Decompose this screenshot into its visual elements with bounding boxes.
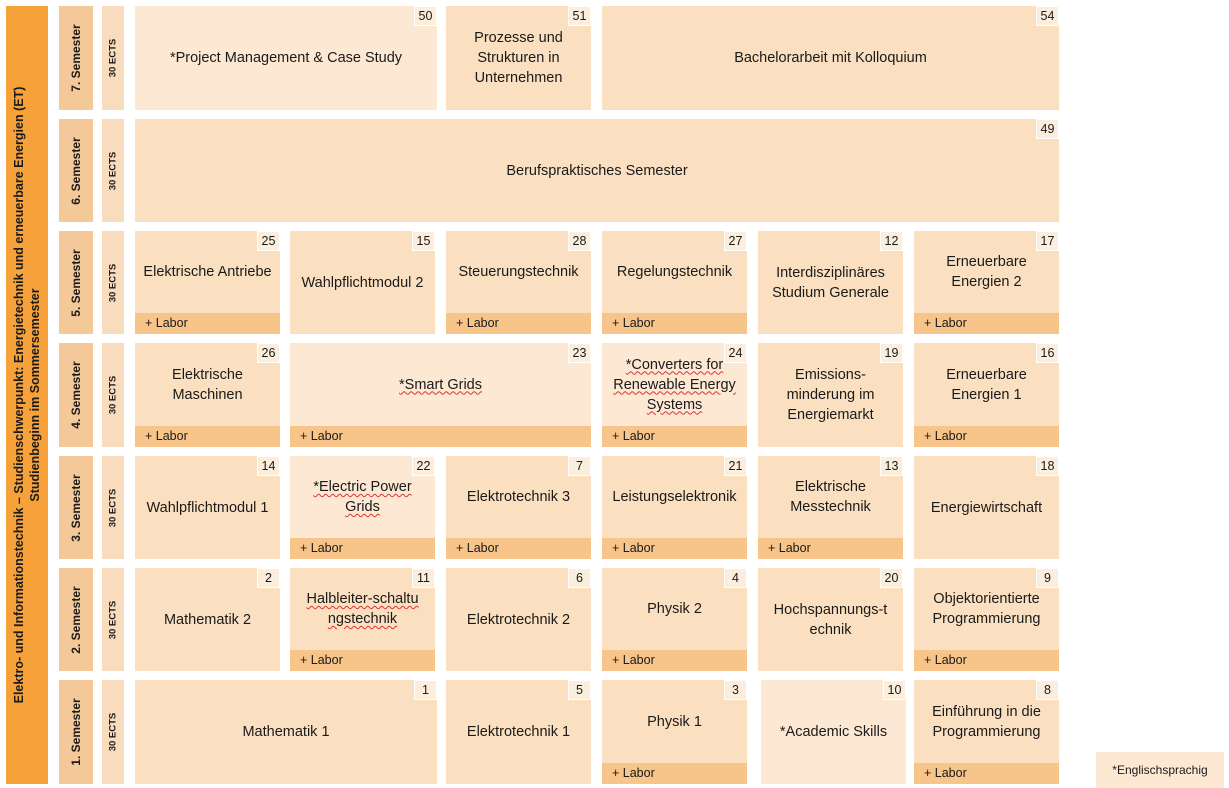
module-card[interactable]	[758, 231, 903, 334]
program-subtitle: Studienbeginn im Sommersemester	[28, 288, 42, 502]
module-title: Elektrotechnik 2	[466, 611, 571, 628]
module-title: Interdisziplinäres Studium Generale	[772, 264, 889, 301]
module-title: Berufspraktisches Semester	[506, 162, 688, 179]
module-number: 25	[257, 231, 280, 251]
module-number: 16	[1036, 343, 1059, 363]
module-number: 51	[568, 6, 591, 26]
labor-tag: + Labor	[290, 426, 591, 447]
module-card[interactable]	[914, 568, 1059, 671]
labor-tag: + Labor	[602, 538, 747, 559]
module-number: 12	[880, 231, 903, 251]
labor-tag: + Labor	[602, 763, 747, 784]
module-title: Elektrische Antriebe	[143, 264, 272, 280]
module-card[interactable]	[135, 231, 280, 334]
module-title: Steuerungstechnik	[458, 264, 579, 280]
module-number: 4	[724, 568, 747, 588]
module-card[interactable]	[758, 456, 903, 559]
semester-label-6: 6. Semester	[59, 119, 93, 222]
module-number: 54	[1036, 6, 1059, 26]
module-number: 26	[257, 343, 280, 363]
module-number: 20	[880, 568, 903, 588]
module-card[interactable]	[135, 343, 280, 447]
semester-label-1: 1. Semester	[59, 680, 93, 784]
labor-tag: + Labor	[290, 538, 435, 559]
labor-tag: + Labor	[914, 763, 1059, 784]
module-title: Elektrische Maschinen	[172, 366, 243, 403]
module-title: Wahlpflichtmodul 2	[301, 274, 424, 291]
module-title: Bachelorarbeit mit Kolloquium	[734, 50, 927, 66]
module-number: 10	[883, 680, 906, 700]
semester-label-4: 4. Semester	[59, 343, 93, 447]
module-number: 28	[568, 231, 591, 251]
module-card[interactable]	[446, 568, 591, 671]
module-title: Regelungstechnik	[616, 264, 733, 280]
module-title: Mathematik 1	[242, 724, 330, 740]
module-card[interactable]	[135, 119, 1059, 222]
program-title: Elektro- und Informationstechnik – Studienschwerpunkt: Energietechnik und erneuerbare Energien (ET)	[12, 86, 26, 704]
labor-tag: + Labor	[602, 313, 747, 334]
module-card[interactable]	[914, 231, 1059, 334]
module-title: Hochspannungs-technik	[773, 601, 888, 638]
labor-tag: + Labor	[758, 538, 903, 559]
ects-label: 30 ECTS	[102, 343, 124, 447]
module-title: Mathematik 2	[163, 611, 252, 628]
module-title: Emissions-minderung im Energiemarkt	[786, 367, 875, 423]
module-card[interactable]	[602, 568, 747, 671]
module-card[interactable]	[290, 343, 591, 447]
module-title: *Smart Grids	[399, 376, 482, 393]
module-number: 14	[257, 456, 280, 476]
module-card[interactable]	[290, 456, 435, 559]
ects-label: 30 ECTS	[102, 680, 124, 784]
semester-label-2: 2. Semester	[59, 568, 93, 671]
module-number: 22	[412, 456, 435, 476]
module-number: 13	[880, 456, 903, 476]
labor-tag: + Labor	[135, 426, 280, 447]
semester-label-5: 5. Semester	[59, 231, 93, 334]
module-card[interactable]	[602, 456, 747, 559]
module-title: Elektrotechnik 1	[466, 724, 571, 740]
ects-label: 30 ECTS	[102, 119, 124, 222]
module-number: 17	[1036, 231, 1059, 251]
module-card[interactable]	[761, 680, 906, 784]
module-title: Elektrische Messtechnik	[790, 479, 871, 515]
module-number: 11	[412, 568, 435, 588]
module-number: 2	[257, 568, 280, 588]
labor-tag: + Labor	[602, 650, 747, 671]
module-number: 21	[724, 456, 747, 476]
module-title: Physik 1	[647, 713, 702, 730]
labor-tag: + Labor	[914, 650, 1059, 671]
module-card[interactable]	[758, 343, 903, 447]
module-title: Halbleiter-schaltungstechnik	[306, 591, 419, 627]
module-card[interactable]	[914, 680, 1059, 784]
module-title: Prozesse und Strukturen in Unternehmen	[474, 30, 563, 86]
module-number: 6	[568, 568, 591, 588]
ects-label: 30 ECTS	[102, 231, 124, 334]
module-card[interactable]	[758, 568, 903, 671]
program-title-bar	[6, 6, 48, 784]
module-card[interactable]	[446, 231, 591, 334]
module-title: Elektrotechnik 3	[466, 489, 571, 505]
labor-tag: + Labor	[135, 313, 280, 334]
module-card[interactable]	[135, 568, 280, 671]
semester-label-7: 7. Semester	[59, 6, 93, 110]
module-title: Erneuerbare Energien 1	[946, 366, 1027, 403]
module-title: *Converters for Renewable Energy Systems	[613, 356, 736, 413]
module-card[interactable]	[602, 680, 747, 784]
module-title: *Academic Skills	[779, 724, 888, 740]
module-title: Wahlpflichtmodul 1	[146, 499, 269, 516]
module-card[interactable]	[135, 456, 280, 559]
module-card[interactable]	[602, 231, 747, 334]
labor-tag: + Labor	[446, 313, 591, 334]
labor-tag: + Labor	[914, 313, 1059, 334]
semester-label-3: 3. Semester	[59, 456, 93, 559]
module-number: 8	[1036, 680, 1059, 700]
module-number: 50	[414, 6, 437, 26]
ects-label: 30 ECTS	[102, 456, 124, 559]
module-number: 24	[724, 343, 747, 363]
module-title: *Electric Power Grids	[313, 479, 412, 515]
module-card[interactable]	[914, 456, 1059, 559]
module-card[interactable]	[914, 343, 1059, 447]
module-number: 1	[414, 680, 437, 700]
english-footnote: *Englischsprachig	[1096, 752, 1224, 788]
module-number: 19	[880, 343, 903, 363]
module-card[interactable]	[135, 680, 437, 784]
module-card[interactable]	[446, 456, 591, 559]
labor-tag: + Labor	[602, 426, 747, 447]
module-number: 23	[568, 343, 591, 363]
module-number: 18	[1036, 456, 1059, 476]
module-card[interactable]	[290, 231, 435, 334]
ects-label: 30 ECTS	[102, 6, 124, 110]
module-number: 15	[412, 231, 435, 251]
module-number: 5	[568, 680, 591, 700]
module-card[interactable]	[602, 6, 1059, 110]
module-title: Einführung in die Programmierung	[932, 703, 1041, 740]
module-number: 9	[1036, 568, 1059, 588]
module-number: 3	[724, 680, 747, 700]
module-number: 7	[568, 456, 591, 476]
module-card[interactable]	[135, 6, 437, 110]
ects-label: 30 ECTS	[102, 568, 124, 671]
module-number: 27	[724, 231, 747, 251]
module-title: Leistungselektronik	[612, 489, 737, 505]
module-title: Energiewirtschaft	[930, 499, 1043, 516]
module-title: *Project Management & Case Study	[169, 50, 403, 66]
module-card[interactable]	[290, 568, 435, 671]
module-card[interactable]	[446, 680, 591, 784]
labor-tag: + Labor	[914, 426, 1059, 447]
module-title: Erneuerbare Energien 2	[946, 254, 1027, 290]
module-title: Objektorientierte Programmierung	[932, 591, 1041, 627]
module-number: 49	[1036, 119, 1059, 139]
module-card[interactable]	[446, 6, 591, 110]
module-title: Physik 2	[647, 601, 702, 617]
labor-tag: + Labor	[290, 650, 435, 671]
labor-tag: + Labor	[446, 538, 591, 559]
module-card[interactable]	[602, 343, 747, 447]
